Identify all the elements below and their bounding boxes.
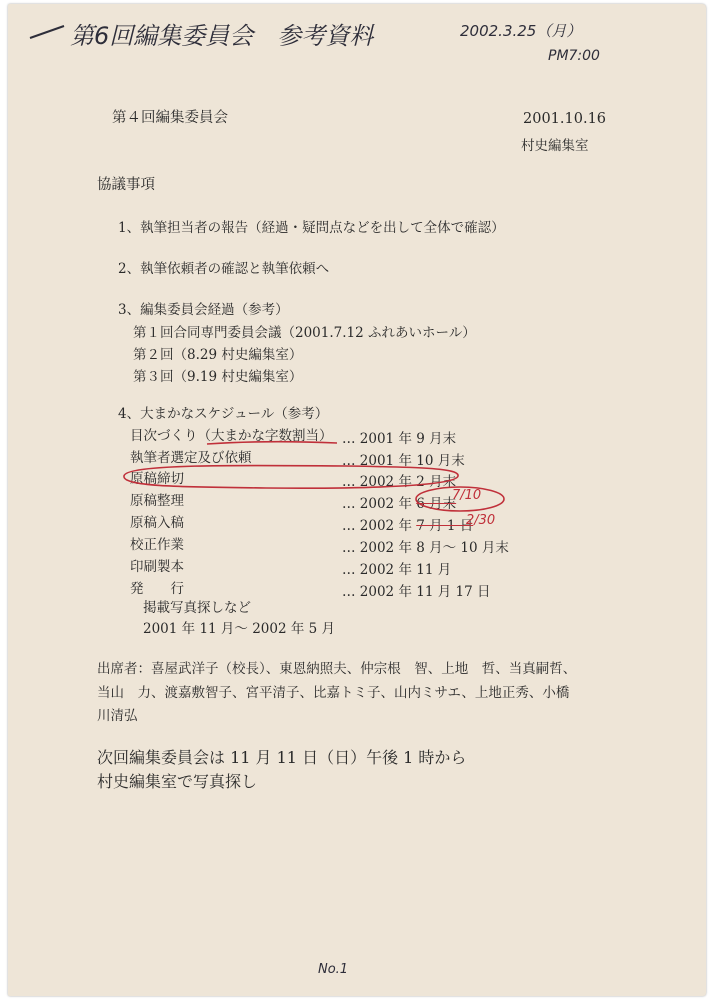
schedule-date: … 2001 年 9 月末 [342, 431, 457, 447]
agenda-item-1: 1、執筆担当者の報告（経過・疑問点などを出して全体で確認） [118, 220, 505, 236]
agenda-item-3-sub: 第３回（9.19 村史編集室） [133, 369, 303, 385]
schedule-date: … 2002 年 2 月末 [342, 474, 457, 490]
schedule-task: 原稿入稿 [130, 515, 184, 531]
handwritten-dash-mark [28, 22, 68, 42]
document-date: 2001.10.16 [523, 111, 607, 127]
photo-note: 掲載写真探しなど [143, 600, 251, 616]
handwritten-date: 2002.3.25（月） [460, 22, 582, 40]
struck-date: 7 月 1 日 [416, 518, 474, 534]
red-handwritten-note: 7/10 [452, 488, 482, 503]
schedule-task: 校正作業 [130, 537, 184, 553]
red-underline-annotation [205, 438, 340, 448]
schedule-task: 原稿整理 [130, 493, 184, 509]
next-meeting-notice: 次回編集委員会は 11 月 11 日（日）午後 1 時から [97, 748, 467, 767]
agenda-item-2: 2、執筆依頼者の確認と執筆依頼へ [118, 261, 330, 277]
attendees-list: 出席者：喜屋武洋子（校長）、東恩納照夫、仲宗根 智、上地 哲、当真嗣哲、 [97, 661, 577, 677]
schedule-task: 執筆者選定及び依頼 [130, 450, 252, 466]
schedule-task: 発 行 [130, 581, 184, 597]
schedule-task: 原稿締切 [130, 471, 184, 487]
schedule-date: … 2002 年 11 月 [342, 562, 452, 578]
next-meeting-notice: 村史編集室で写真探し [97, 772, 258, 791]
handwritten-time: PM7:00 [548, 48, 600, 64]
agenda-item-3-sub: 第１回合同専門委員会議（2001.7.12 ふれあいホール） [133, 325, 476, 341]
schedule-task: 印刷製本 [130, 559, 184, 575]
agenda-item-4: 4、大まかなスケジュール（参考） [118, 406, 329, 422]
handwritten-title: 第6回編集委員会 参考資料 [70, 22, 374, 50]
schedule-date-prefix: … 2002 年 [342, 518, 417, 534]
photo-note-period: 2001 年 11 月～ 2002 年 5 月 [143, 621, 336, 637]
attendees-list: 当山 力、渡嘉敷智子、宮平清子、比嘉トミ子、山内ミサエ、上地正秀、小橋 [97, 685, 570, 701]
attendees-list: 川清弘 [97, 708, 138, 724]
schedule-date: … 2001 年 10 月末 [342, 453, 465, 469]
schedule-date: … 2002 年 8 月～ 10 月末 [342, 540, 509, 556]
schedule-date-prefix: … 2002 年 [342, 496, 417, 512]
schedule-task: 目次づくり（大まかな字数割当） [130, 428, 333, 444]
schedule-date [342, 514, 473, 534]
struck-date: 6 月末 [416, 496, 457, 512]
agenda-item-3-sub: 第２回（8.29 村史編集室） [133, 347, 303, 363]
agenda-item-3: 3、編集委員会経過（参考） [118, 302, 289, 318]
red-handwritten-note: 2/30 [466, 513, 496, 528]
meeting-title: 第４回編集委員会 [112, 110, 228, 126]
schedule-date: … 2002 年 11 月 17 日 [342, 584, 491, 600]
section-title: 協議事項 [97, 177, 155, 193]
issuing-office: 村史編集室 [521, 138, 589, 154]
page-number: No.1 [318, 962, 349, 977]
